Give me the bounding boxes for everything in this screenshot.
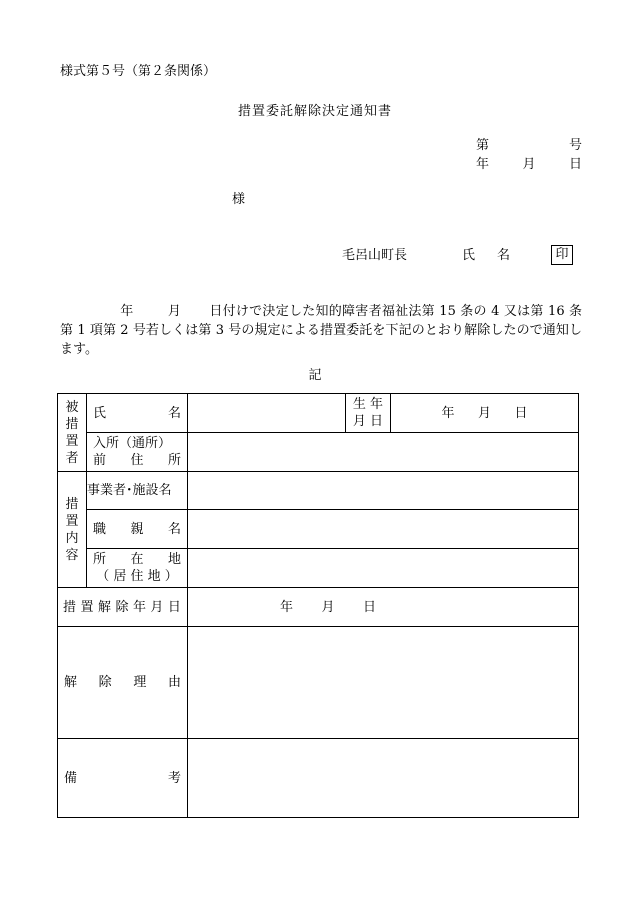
date-day: 日 xyxy=(514,405,528,421)
doc-date-year: 年 xyxy=(476,157,490,172)
name-label-char: 氏 xyxy=(462,248,476,263)
birth-label-cell xyxy=(346,394,391,433)
label-char: 日 xyxy=(167,599,181,615)
document-title: 措置委託解除決定通知書 xyxy=(237,104,392,119)
subject-group-label xyxy=(58,394,87,472)
release-details-table xyxy=(57,393,579,818)
doc-date-month: 月 xyxy=(522,157,536,172)
label-char: 前 xyxy=(93,453,107,468)
birth-label-line1: 生 年 xyxy=(352,397,384,412)
label-char: 除 xyxy=(98,675,112,690)
seal-mark: 印 xyxy=(551,245,573,265)
table-row xyxy=(58,433,579,472)
doc-no-suffix: 号 xyxy=(568,138,582,153)
label-char: 措 xyxy=(65,416,79,432)
label-char: 住 xyxy=(130,453,144,468)
name-label-cell xyxy=(87,394,188,433)
reason-label-cell xyxy=(58,627,188,739)
birth-label-line2: 月 日 xyxy=(352,414,384,429)
label-char: 措 xyxy=(65,496,79,512)
date-day: 日 xyxy=(362,599,376,615)
label-char: 置 xyxy=(65,433,79,449)
label-char: 月 xyxy=(150,599,164,615)
prev-address-label-cell xyxy=(87,433,188,472)
issuer-name-label xyxy=(462,248,510,264)
date-year: 年 xyxy=(280,599,294,615)
location-value-cell[interactable] xyxy=(188,549,579,588)
label-char: 親 xyxy=(130,521,144,537)
table-row xyxy=(58,510,579,549)
content-group-label xyxy=(58,472,87,588)
prev-address-value-cell[interactable] xyxy=(188,433,579,472)
label-char: 考 xyxy=(167,770,181,786)
label-char: 年 xyxy=(132,599,146,615)
body-year: 年 xyxy=(120,304,134,319)
label-char: 内 xyxy=(65,530,79,546)
issuer-title: 毛呂山町長 xyxy=(342,248,408,263)
label-char: 容 xyxy=(65,547,79,563)
table-row xyxy=(58,739,579,818)
label-char: 在 xyxy=(130,552,144,567)
label-char: 名 xyxy=(167,521,181,537)
label-char: 理 xyxy=(133,675,147,690)
ki-heading: 記 xyxy=(308,368,322,383)
doc-no-prefix: 第 xyxy=(476,138,490,153)
table-row xyxy=(58,549,579,588)
remarks-value-cell[interactable] xyxy=(188,739,579,818)
label-char: 由 xyxy=(167,675,181,690)
prev-address-line1: 入所（通所） xyxy=(93,436,172,451)
body-month: 月 xyxy=(167,304,182,319)
notice-body xyxy=(60,302,582,359)
addressee-suffix: 様 xyxy=(232,192,246,207)
label-char: 置 xyxy=(80,599,94,615)
label-char: 除 xyxy=(115,599,129,615)
label-char: 所 xyxy=(93,552,107,567)
label-char: 解 xyxy=(64,675,78,690)
document-date xyxy=(476,157,582,173)
label-char: 被 xyxy=(65,399,79,415)
location-label-cell xyxy=(87,549,188,588)
guardian-label-cell xyxy=(87,510,188,549)
doc-date-day: 日 xyxy=(568,157,582,172)
facility-value-cell[interactable] xyxy=(188,472,579,510)
date-month: 月 xyxy=(477,405,491,421)
body-text: 日付けで決定した知的障害者福祉法第 15 条の 4 又は第 16 条第 1 項第 2 号若しくは第 3 号の規定による措置委託を下記のとおり解除したので通知します。 xyxy=(60,304,582,357)
reason-value-cell[interactable] xyxy=(188,627,579,739)
date-month: 月 xyxy=(321,599,335,615)
label-char: 置 xyxy=(65,513,79,529)
date-year: 年 xyxy=(441,405,455,421)
table-row xyxy=(58,394,579,433)
release-date-label-cell xyxy=(58,588,188,627)
table-row xyxy=(58,588,579,627)
form-number: 様式第５号（第２条関係） xyxy=(60,64,217,79)
guardian-value-cell[interactable] xyxy=(188,510,579,549)
location-sub-label: （ 居 住 地 ） xyxy=(96,569,178,584)
name-label-char: 名 xyxy=(496,248,510,263)
label-char: 備 xyxy=(64,770,78,786)
birth-date-cell[interactable] xyxy=(391,394,579,433)
facility-label-cell xyxy=(87,472,188,510)
table-row xyxy=(58,627,579,739)
label-char: 所 xyxy=(167,453,181,468)
label-char: 措 xyxy=(63,599,77,615)
table-row xyxy=(58,472,579,510)
remarks-label-cell xyxy=(58,739,188,818)
document-number xyxy=(476,138,582,154)
name-value-cell[interactable] xyxy=(188,394,346,433)
label-char: 氏 xyxy=(93,405,107,421)
facility-label: 事業者･施設名 xyxy=(87,483,172,498)
label-char: 解 xyxy=(97,599,111,615)
release-date-value-cell[interactable] xyxy=(188,588,579,627)
label-char: 者 xyxy=(65,450,79,466)
label-char: 職 xyxy=(93,521,107,537)
label-char: 地 xyxy=(167,552,181,567)
label-char: 名 xyxy=(167,405,181,421)
